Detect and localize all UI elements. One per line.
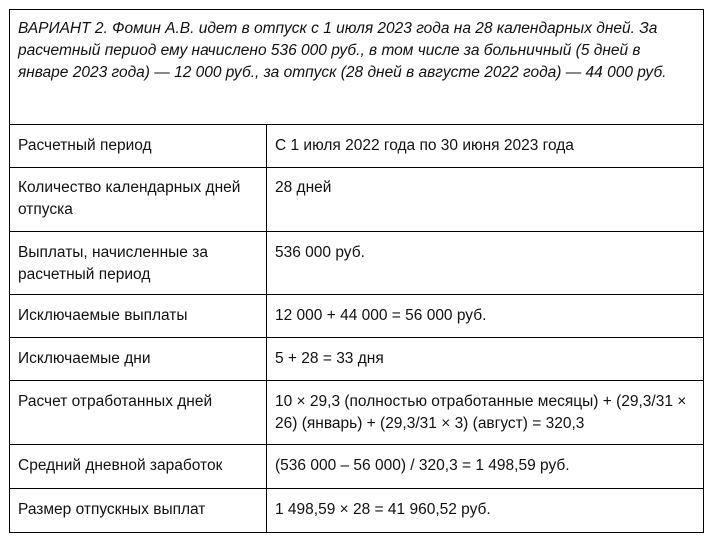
row-label: Средний дневной заработок (10, 445, 267, 489)
row-value: 28 дней (267, 168, 704, 232)
table-row (10, 295, 704, 338)
intro-row (10, 10, 704, 125)
row-label: Расчетный период (10, 125, 267, 168)
table-row (10, 125, 704, 168)
vacation-calculation-table (9, 9, 704, 533)
table-row (10, 445, 704, 489)
row-label: Количество календарных дней отпуска (10, 168, 267, 232)
row-value: (536 000 – 56 000) / 320,3 = 1 498,59 руб. (267, 445, 704, 489)
table-row (10, 381, 704, 445)
table-row (10, 338, 704, 381)
row-value: 1 498,59 × 28 = 41 960,52 руб. (267, 489, 704, 533)
variant-description: ВАРИАНТ 2. Фомин А.В. идет в отпуск с 1 июля 2023 года на 28 календарных дней. За расчетный период ему начислено 536 000 руб., в том числе за больничный (5 дней в январе 2023 года) — 12 000 руб., за отпуск (28 дней в августе 2022 года) — 44 000 руб. (10, 10, 704, 125)
row-value: 5 + 28 = 33 дня (267, 338, 704, 381)
row-label: Расчет отработанных дней (10, 381, 267, 445)
row-value: С 1 июля 2022 года по 30 июня 2023 года (267, 125, 704, 168)
table-row (10, 232, 704, 295)
row-label: Исключаемые дни (10, 338, 267, 381)
row-value: 12 000 + 44 000 = 56 000 руб. (267, 295, 704, 338)
row-label: Исключаемые выплаты (10, 295, 267, 338)
row-label: Выплаты, начисленные за расчетный период (10, 232, 267, 295)
table-row (10, 489, 704, 533)
row-label: Размер отпускных выплат (10, 489, 267, 533)
table-row (10, 168, 704, 232)
row-value: 536 000 руб. (267, 232, 704, 295)
row-value: 10 × 29,3 (полностью отработанные месяцы) + (29,3/31 × 26) (январь) + (29,3/31 × 3) (август) = 320,3 (267, 381, 704, 445)
